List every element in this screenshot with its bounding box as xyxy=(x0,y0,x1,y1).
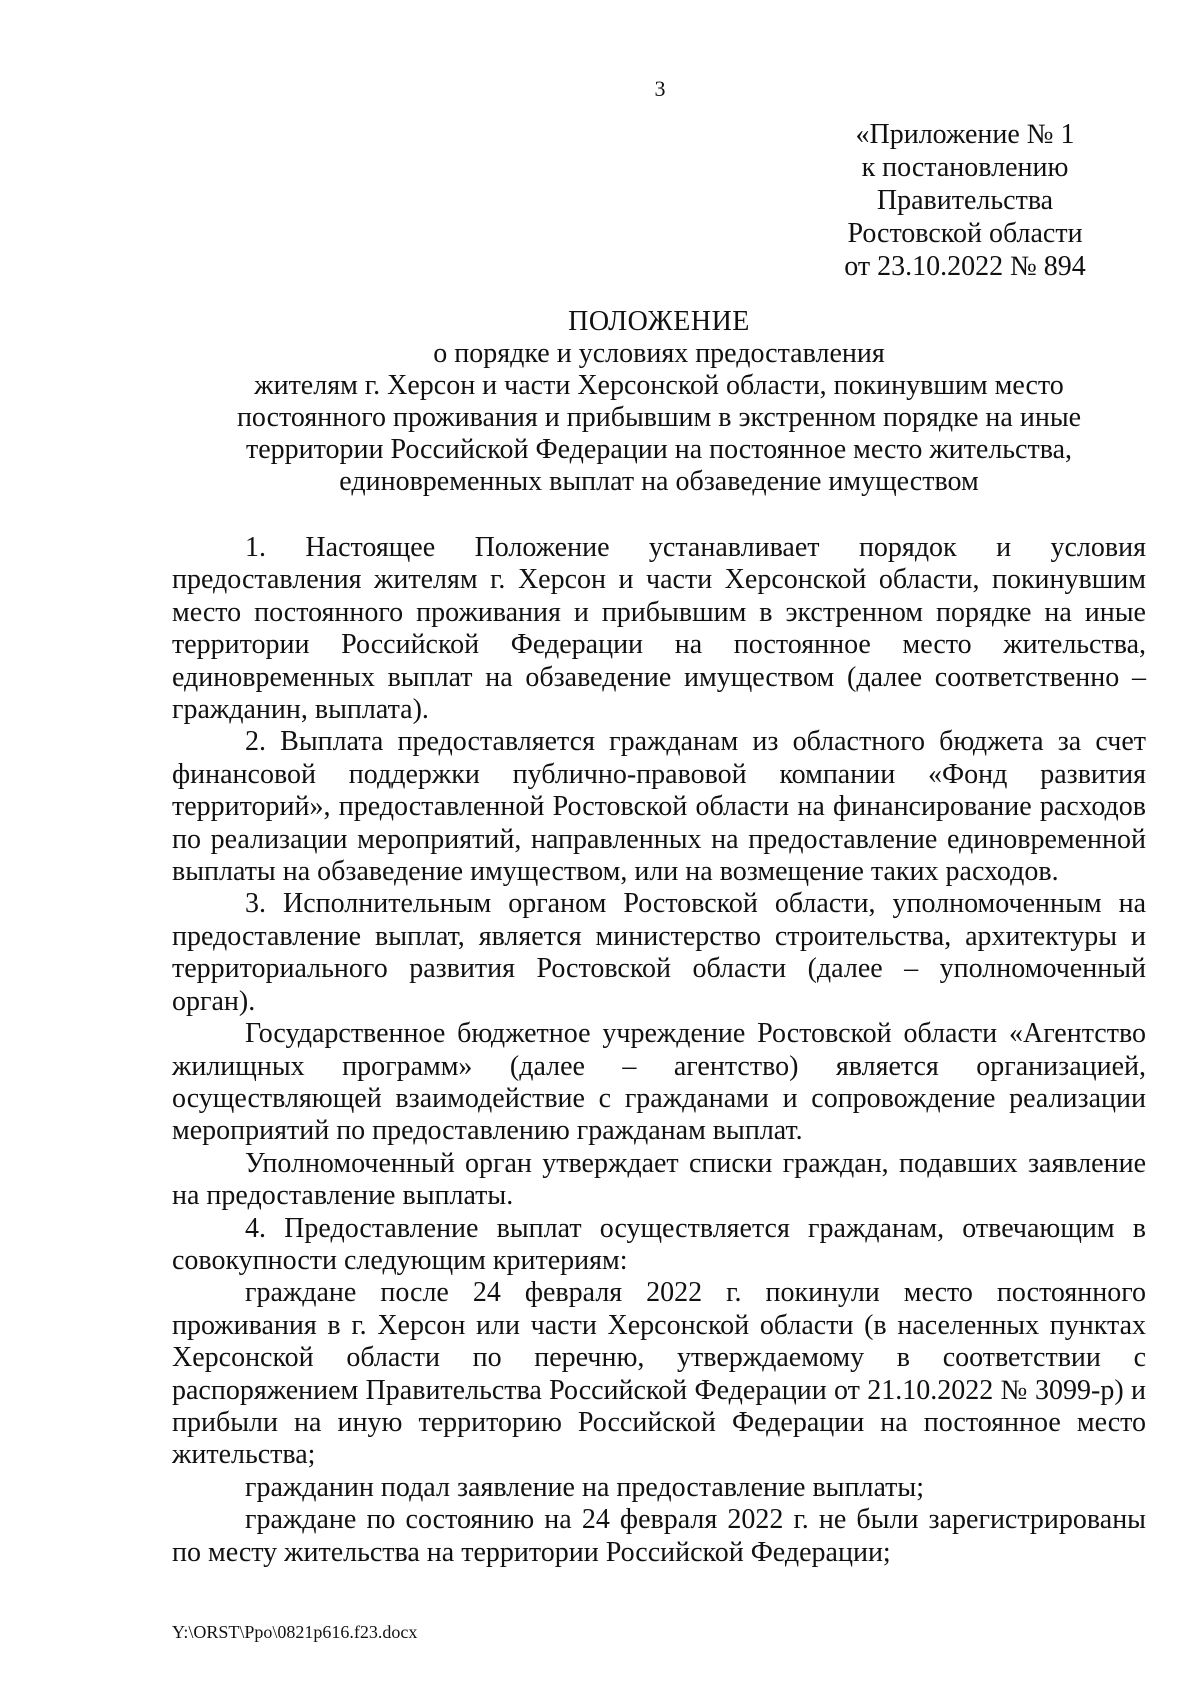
footer-file-path: Y:\ORST\Ppo\0821p616.f23.docx xyxy=(172,1622,418,1642)
paragraph-3: 3. Исполнительным органом Ростовской области, уполномоченным на предоставление выплат, является министерство строительства, архитектуры и территориального развития Ростовской области (далее – уполномоченный орган). xyxy=(172,888,1146,1017)
annex-block xyxy=(800,118,1130,283)
page-number: 3 xyxy=(654,76,666,101)
title-subtitle-line: территории Российской Федерации на постоянное место жительства, xyxy=(246,434,1072,465)
paragraph-agency: Государственное бюджетное учреждение Ростовской области «Агентство жилищных программ» (далее – агентство) является организацией, осуществляющей взаимодействие с гражданами и сопровождение реализации мероприятий по предоставлению гражданам выплат. xyxy=(172,1018,1146,1147)
paragraph-2: 2. Выплата предоставляется гражданам из областного бюджета за счет финансовой поддержки публично-правовой компании «Фонд развития территорий», предоставленной Ростовской области на финансирование расходов по реализации мероприятий, направленных на предоставление единовременной выплаты на обзаведение имуществом, или на возмещение таких расходов. xyxy=(172,726,1146,888)
paragraph-4: 4. Предоставление выплат осуществляется гражданам, отвечающим в совокупности следующим критериям: xyxy=(172,1212,1146,1276)
document-body xyxy=(172,532,1146,1569)
paragraph-lists: Уполномоченный орган утверждает списки граждан, подавших заявление на предоставление выплаты. xyxy=(172,1147,1146,1212)
criterion-application: гражданин подал заявление на предоставление выплаты; xyxy=(245,1471,924,1503)
title-subtitle-line: постоянного проживания и прибывшим в экстренном порядке на иные xyxy=(236,402,1082,433)
annex-line: Правительства xyxy=(876,185,1054,216)
criterion-registration: граждане по состоянию на 24 февраля 2022 г. не были зарегистрированы по месту жительства на территории Российской Федерации; xyxy=(172,1504,1146,1568)
annex-line: «Приложение № 1 xyxy=(855,119,1075,150)
title-subtitle-line: о порядке и условиях предоставления xyxy=(433,338,885,369)
document-title xyxy=(172,306,1146,498)
title-subtitle-line: единовременных выплат на обзаведение имуществом xyxy=(339,466,979,497)
title-heading: ПОЛОЖЕНИЕ xyxy=(568,306,750,337)
title-subtitle-line: жителям г. Херсон и части Херсонской области, покинувшим место xyxy=(254,370,1064,401)
annex-line: от 23.10.2022 № 894 xyxy=(844,251,1086,282)
criterion-left-residence: граждане после 24 февраля 2022 г. покинули место постоянного проживания в г. Херсон или части Херсонской области (в населенных пунктах Херсонской области по перечню, утверждаемому в соответствии с распоряжением Правительства Российской Федерации от 21.10.2022 № 3099-р) и прибыли на иную территорию Российской Федерации на постоянное место жительства; xyxy=(172,1277,1146,1471)
annex-line: к постановлению xyxy=(861,152,1069,183)
annex-line: Ростовской области xyxy=(847,218,1083,249)
paragraph-1: 1. Настоящее Положение устанавливает порядок и условия предоставления жителям г. Херсон и части Херсонской области, покинувшим место постоянного проживания и прибывшим в экстренном порядке на иные территории Российской Федерации на постоянное место жительства, единовременных выплат на обзаведение имуществом (далее соответственно – гражданин, выплата). xyxy=(172,532,1146,726)
